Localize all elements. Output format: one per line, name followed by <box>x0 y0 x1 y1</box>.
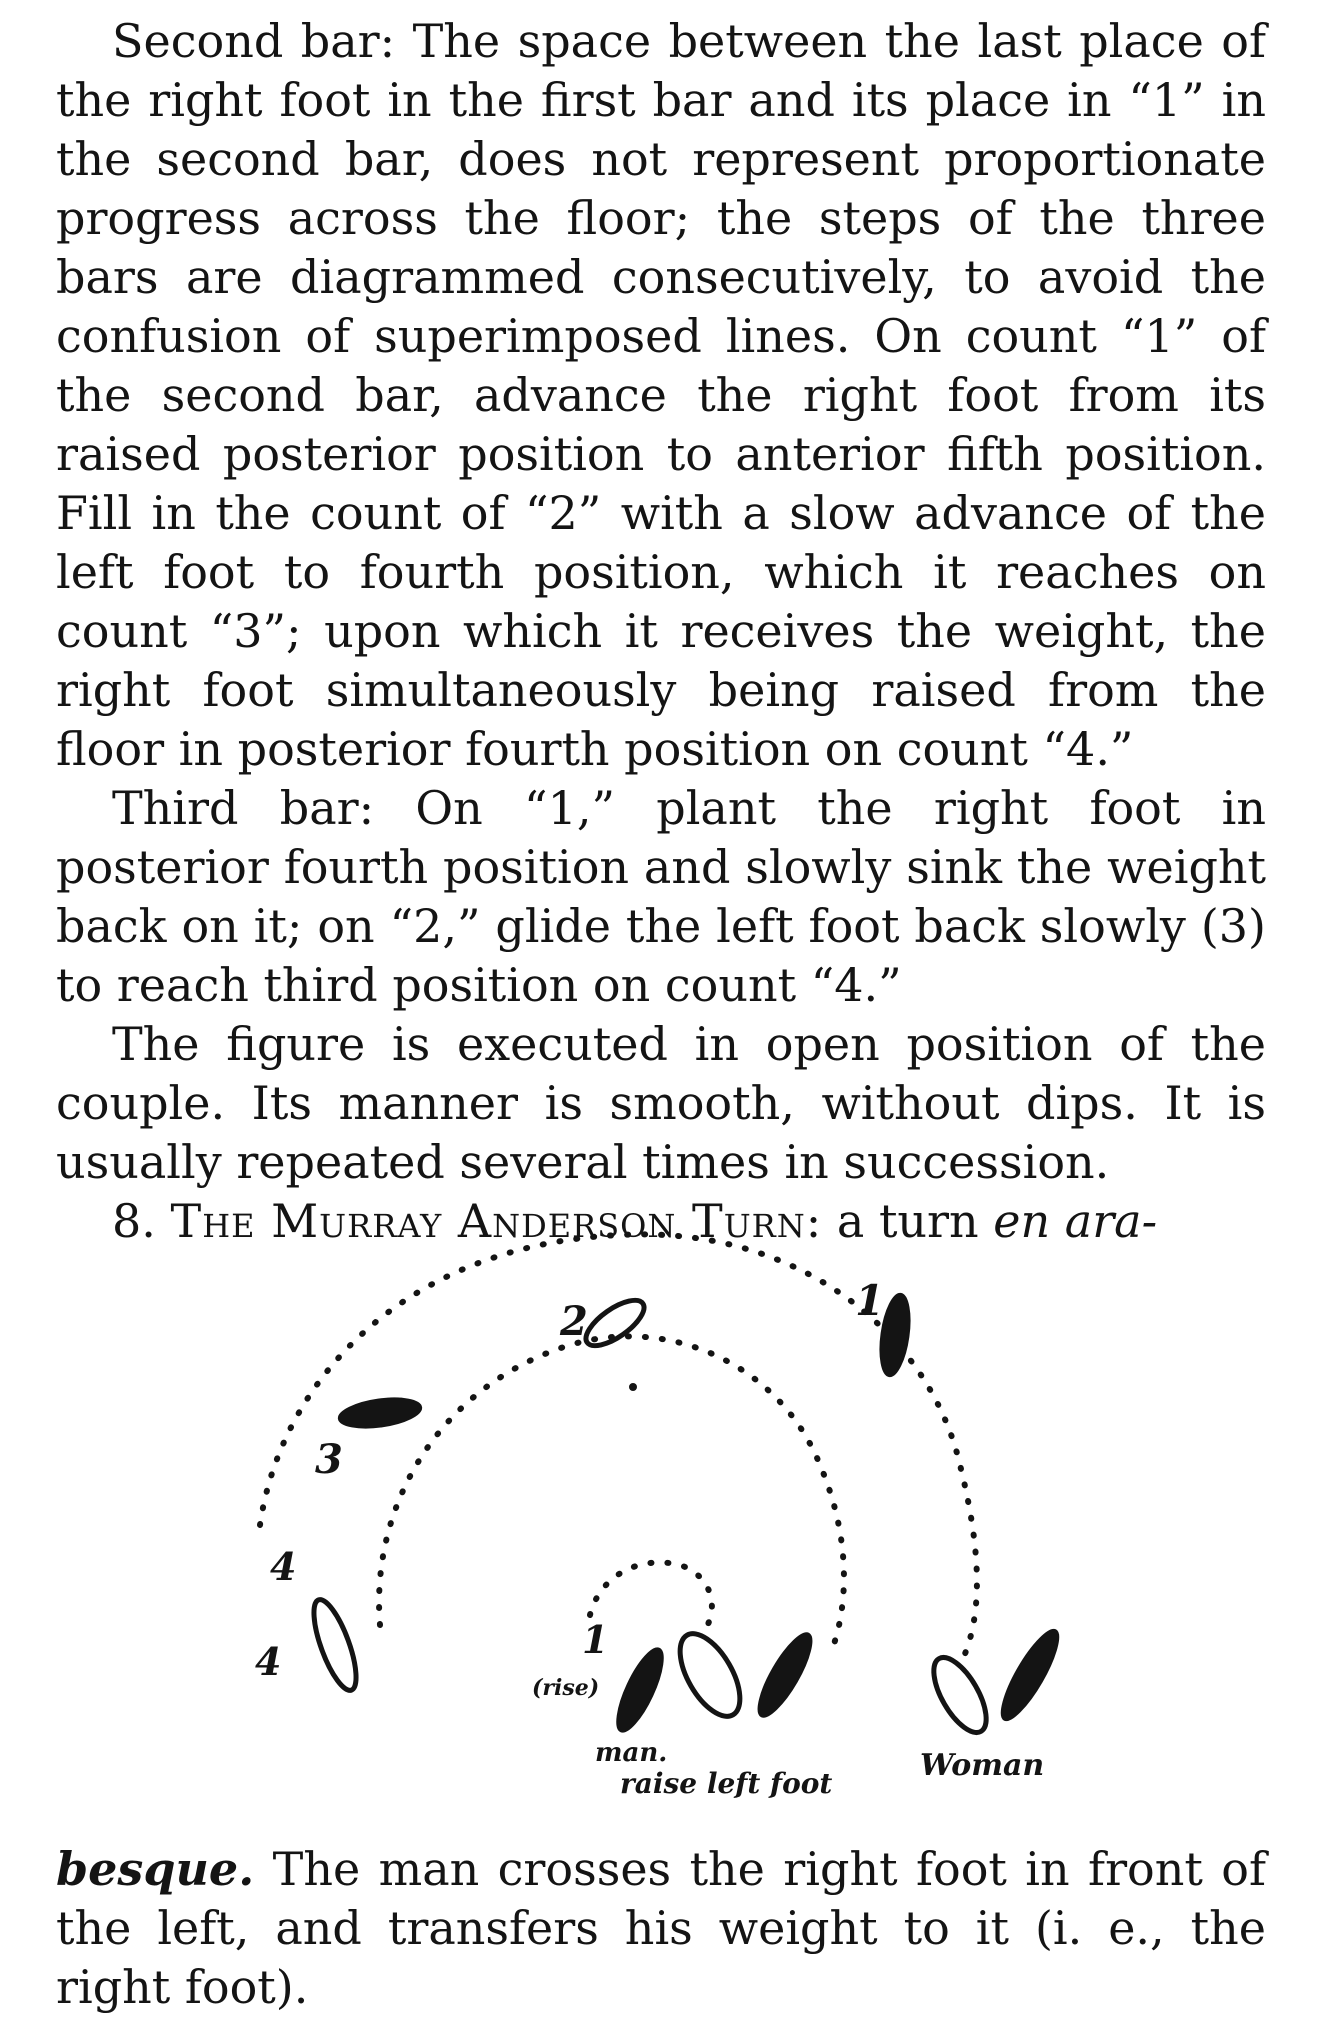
continuation-text: The man crosses the right foot in front of the left, and transfers his weight to it (i. e., the right foot). <box>56 1842 1266 2014</box>
section-heading: The Murray Anderson Turn: <box>170 1194 823 1248</box>
woman-right-foot <box>992 1623 1068 1727</box>
dance-step-diagram-svg <box>240 1205 1110 1805</box>
foot-count-3 <box>336 1393 423 1432</box>
label-count-3: 3 <box>315 1436 343 1483</box>
lower-text-block <box>56 1840 1266 2017</box>
label-count-4-bottom: 4 <box>255 1639 282 1684</box>
woman-left-foot-outline <box>923 1650 996 1741</box>
man-forward-foot <box>749 1626 821 1723</box>
label-woman: Woman <box>920 1748 1045 1783</box>
dance-step-diagram <box>240 1205 1110 1805</box>
label-man: man. <box>595 1738 668 1768</box>
label-count-2: 2 <box>560 1298 588 1345</box>
center-dot <box>629 1383 637 1391</box>
label-count-1-bottom: 1 <box>582 1617 609 1662</box>
label-count-4-left: 4 <box>270 1544 297 1589</box>
section-number: 8. <box>112 1194 156 1248</box>
inner-dotted-path <box>379 1336 844 1655</box>
section-italic: en ara- <box>993 1194 1158 1248</box>
section-text: a turn <box>836 1194 979 1248</box>
upper-text-block <box>56 12 1266 1251</box>
man-left-foot-outline <box>668 1624 752 1726</box>
foot-count-2 <box>579 1292 651 1354</box>
label-raise-left-foot: raise left foot <box>620 1767 833 1800</box>
paragraph-continuation <box>56 1840 1266 2017</box>
label-rise: (rise) <box>532 1675 600 1701</box>
man-right-foot <box>608 1642 672 1737</box>
paragraph-third-bar: Third bar: On “1,” plant the right foot in posterior fourth position and slowly sink the weight back on it; on “2,” glide the left foot back slowly (3) to reach third position on count “4.” <box>56 781 1266 1012</box>
continuation-italic: besque. <box>56 1842 255 1896</box>
paragraph-second-bar: Second bar: The space between the last place of the right foot in the first bar and its place in “1” in the second bar, does not represent proportionate progress across the floor; the steps of the three bars are diagrammed consecutively, to avoid the confusion of superimposed lines. On count “1” of the second bar, advance the right foot from its raised posterior position to anterior fifth position. Fill in the count of “2” with a slow advance of the left foot to fourth position, which it reaches on count “3”; upon which it receives the weight, the right foot simultaneously being raised from the floor in posterior fourth position on count “4.” <box>56 14 1266 776</box>
paragraph-figure-manner: The figure is executed in open position of the couple. Its manner is smooth, without dips. It is usually repeated several times in succession. <box>56 1017 1266 1189</box>
label-count-1-top: 1 <box>855 1276 885 1325</box>
foot-count-4-left <box>305 1595 364 1695</box>
